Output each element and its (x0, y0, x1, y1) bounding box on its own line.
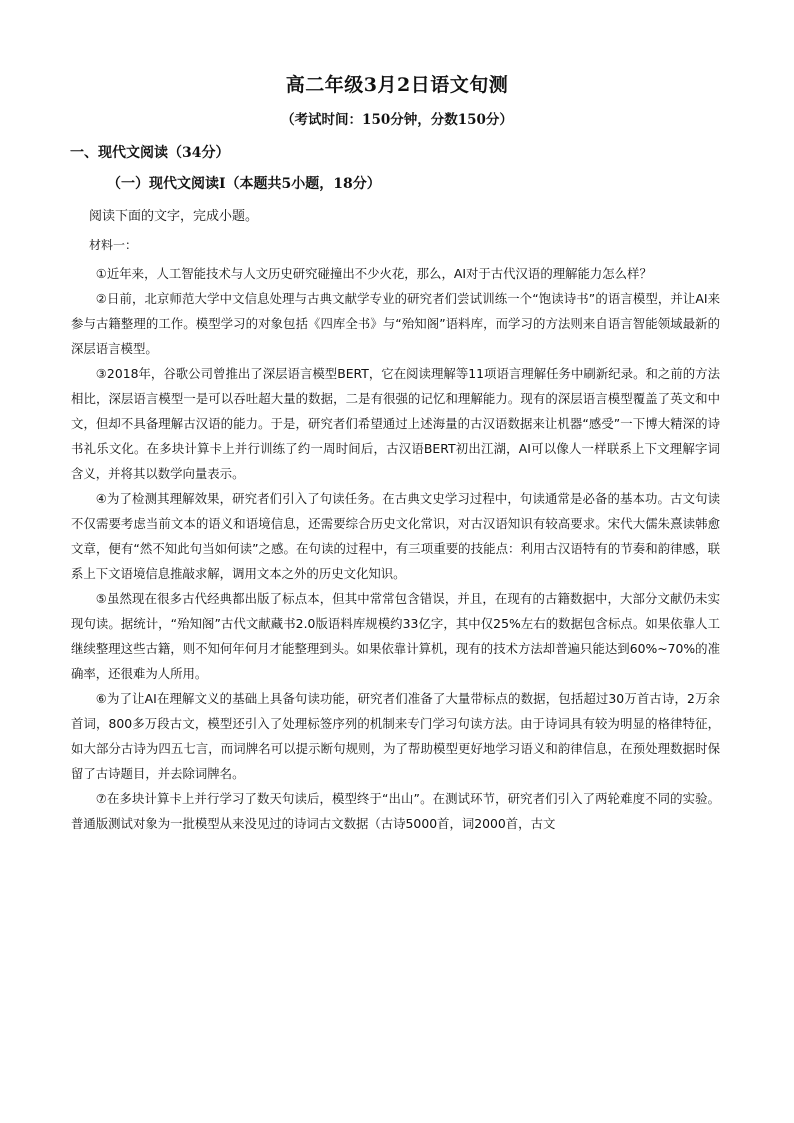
paragraph-1: ①近年来，人工智能技术与人文历史研究碰撞出不少火花，那么，AI对于古代汉语的理解能力怎么样？ (95, 266, 652, 281)
section-heading: 一、现代文阅读（34分） (70, 145, 230, 161)
paragraph-5: ⑤虽然现在很多古代经典都出版了标点本，但其中常常包含错误，并且，在现有的古籍数据中，大部分文献仍未实现句读。据统计，“殆知阁”古代文献藏书2.0版语料库规模约33亿字，其中仅25%左右的数据包含标点。如果依靠人工继续整理这些古籍，则不知何年何月才能整理到头。如果依靠计算机，现有的技术方法却普遍只能达到60%~70%的准确率，还很难为人所用。 (71, 591, 720, 681)
material-label: 材料一： (89, 238, 138, 252)
reading-instruction: 阅读下面的文字，完成小题。 (89, 209, 259, 224)
paragraph-3: ③2018年，谷歌公司曾推出了深层语言模型BERT，它在阅读理解等11项语言理解任务中刷新纪录。和之前的方法相比，深层语言模型一是可以吞吐超大量的数据，二是有很强的记忆和理解能力。现有的深层语言模型覆盖了英文和中文，但却不具备理解古汉语的能力。于是，研究者们希望通过上述海量的古汉语数据来让机器“感受”一下博大精深的诗书礼乐文化。在多块计算卡上并行训练了约一周时间后，古汉语BERT初出江湖，AI可以像人一样联系上下文理解字词含义，并将其以数学向量表示。 (71, 366, 720, 481)
reading-passage (71, 261, 720, 836)
paragraph-7: ⑦在多块计算卡上并行学习了数天句读后，模型终于“出山”。在测试环节，研究者们引入了两轮难度不同的实验。普通版测试对象为一批模型从来没见过的诗词古文数据（古诗5000首，词2000首，古文 (71, 791, 720, 831)
exam-info: （考试时间：150分钟，分数150分） (281, 112, 513, 128)
paragraph-4: ④为了检测其理解效果，研究者们引入了句读任务。在古典文史学习过程中，句读通常是必备的基本功。古文句读不仅需要考虑当前文本的语义和语境信息，还需要综合历史文化常识，对古汉语知识有较高要求。宋代大儒朱熹读韩愈文章，便有“然不知此句当如何读”之感。在句读的过程中，有三项重要的技能点：利用古汉语特有的节奏和韵律感，联系上下文语境信息推敲求解，调用文本之外的历史文化知识。 (71, 491, 720, 581)
paragraph-6: ⑥为了让AI在理解文义的基础上具备句读功能，研究者们准备了大量带标点的数据，包括超过30万首古诗，2万余首词，800多万段古文，模型还引入了处理标签序列的机制来专门学习句读方法。由于诗词具有较为明显的格律特征，如大部分古诗为四五七言，而词牌名可以提示断句规则，为了帮助模型更好地学习语义和韵律信息，在预处理数据时保留了古诗题目，并去除词牌名。 (71, 691, 720, 781)
subsection-heading: （一）现代文阅读Ⅰ（本题共5小题，18分） (107, 176, 381, 192)
page-title: 高二年级3月2日语文旬测 (285, 74, 509, 96)
paragraph-2: ②日前，北京师范大学中文信息处理与古典文献学专业的研究者们尝试训练一个“饱读诗书”的语言模型，并让AI来参与古籍整理的工作。模型学习的对象包括《四库全书》与“殆知阁”语料库，而学习的方法则来自语言智能领域最新的深层语言模型。 (71, 291, 720, 356)
